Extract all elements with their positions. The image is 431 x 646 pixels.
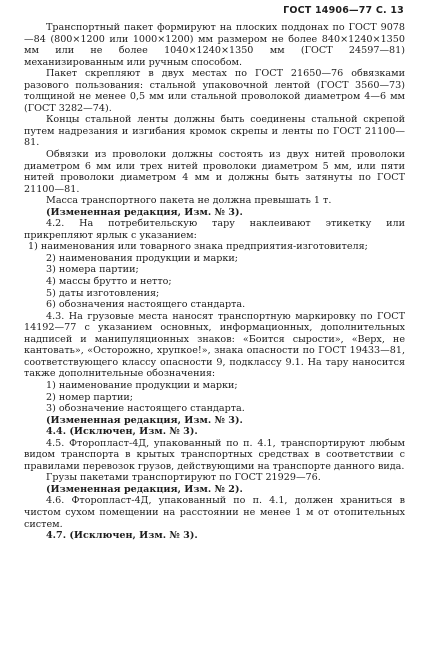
list-item: 1) наименование продукции и марки; xyxy=(46,379,238,391)
list-item: 5) даты изготовления; xyxy=(46,287,160,299)
paragraph-transport-package: Транспортный пакет формируют на плоских поддонах по ГОСТ 9078—84 (800×1200 или 1000×1200) мм размером не более 840×1240×1350 мм или не более 1040×1240×1350 мм (ГОСТ 24597—81) механизированным или ручным способом. xyxy=(24,22,405,68)
paragraph-wire-bindings: Обвязки из проволоки должны состоять из двух нитей проволоки диаметром 6 мм или трех нитей проволоки диаметром 5 мм, или пяти нитей проволоки диаметром 4 мм и должны быть затянуты по ГОСТ 21100—81. xyxy=(24,149,405,195)
list-item: 2) номер партии; xyxy=(46,391,133,403)
amendment-note: (Измененная редакция, Изм. № 3). xyxy=(46,206,243,218)
paragraph-4-5: 4.5. Фторопласт-4Д, упакованный по п. 4.1, транспортируют любым видом транспорта в крытых транспортных средствах в соответствии с правилами перевозок грузов, действующими на транспорте данного вида. xyxy=(24,437,405,472)
amendment-note: (Измененная редакция, Изм. № 2). xyxy=(46,483,243,495)
paragraph-package-binding: Пакет скрепляют в двух местах по ГОСТ 21650—76 обвязками разового пользования: стальной упаковочной лентой (ГОСТ 3560—73) толщиной не менее 0,5 мм или стальной проволокой диаметром 4—6 мм (ГОСТ 3282—74). xyxy=(24,68,405,114)
paragraph-4-2: 4.2. На потребительскую тару наклеивают этикетку или прикрепляют ярлык с указанием: xyxy=(24,218,405,241)
paragraph-4-4: 4.4. (Исключен, Изм. № 3). xyxy=(46,426,198,438)
list-item: 2) наименования продукции и марки; xyxy=(46,252,238,264)
paragraph-4-6: 4.6. Фторопласт-4Д, упакованный по п. 4.1, должен храниться в чистом сухом помещении на расстоянии не менее 1 м от отопительных систем. xyxy=(24,495,405,530)
paragraph-cargo-packages: Грузы пакетами транспортируют по ГОСТ 21929—76. xyxy=(46,472,321,484)
list-item: 3) номера партии; xyxy=(46,264,139,276)
list-item: 6) обозначения настоящего стандарта. xyxy=(46,299,246,311)
amendment-note: (Измененная редакция, Изм. № 3). xyxy=(46,414,243,426)
paragraph-4-7: 4.7. (Исключен, Изм. № 3). xyxy=(46,530,198,542)
paragraph-tape-ends: Концы стальной ленты должны быть соединены стальной скрепой путем надрезания и изгибания кромок скрепы и ленты по ГОСТ 21100—81. xyxy=(24,114,405,149)
page-header: ГОСТ 14906—77 С. 13 xyxy=(283,5,404,16)
list-item: 3) обозначение настоящего стандарта. xyxy=(46,403,245,415)
list-item: 4) массы брутто и нетто; xyxy=(46,276,172,288)
paragraph-4-3: 4.3. На грузовые места наносят транспортную маркировку по ГОСТ 14192—77 с указанием основных, информационных, дополнительных надписей и манипуляционных знаков: «Боится сырости», «Верх, не кантовать», «Осторожно, хрупкое!», знака опасности по ГОСТ 19433—81, соответствующего классу опасности 9, подклассу 9.1. На тару наносится также дополнительные обозначения: xyxy=(24,310,405,380)
list-item: 1) наименования или товарного знака предприятия-изготовителя; xyxy=(28,241,368,253)
paragraph-package-mass: Масса транспортного пакета не должна превышать 1 т. xyxy=(46,195,332,207)
